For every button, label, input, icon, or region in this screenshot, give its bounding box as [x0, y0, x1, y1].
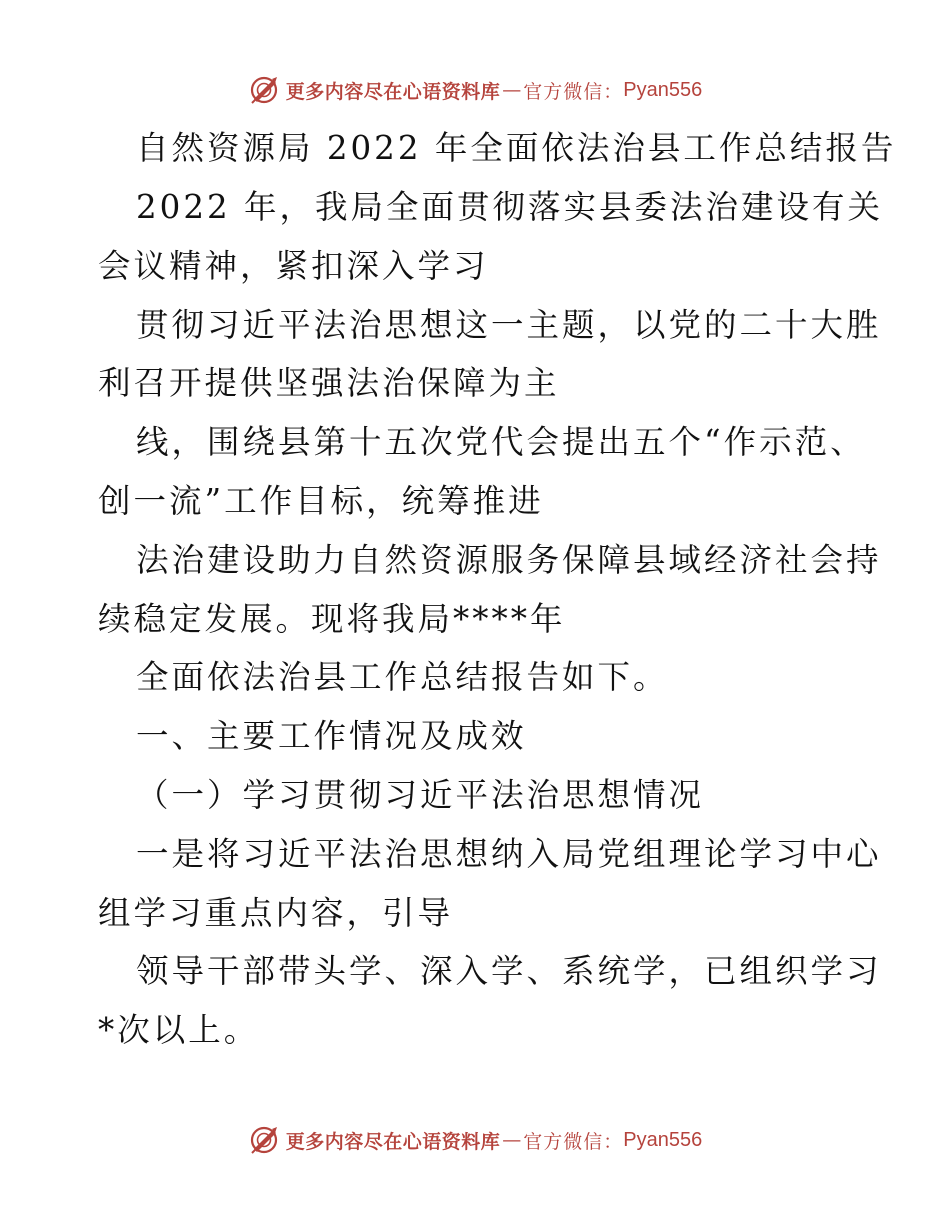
logo-icon: [248, 73, 282, 107]
paragraph-line: 创一流”工作目标，统筹推进: [98, 482, 544, 520]
paragraph-line: 全面依法治县工作总结报告如下。: [136, 658, 669, 696]
paragraph-line: 法治建设助力自然资源服务保障县域经济社会持: [136, 541, 882, 579]
watermark-separator: —: [502, 79, 522, 101]
section-heading: 一、主要工作情况及成效: [136, 717, 527, 755]
footer-watermark: [0, 1120, 950, 1160]
paragraph-line: 组学习重点内容，引导: [98, 894, 454, 932]
logo-icon: [248, 1123, 282, 1157]
paragraph-line: 贯彻习近平法治思想这一主题，以党的二十大胜: [136, 306, 882, 344]
document-title: 自然资源局 2022 年全面依法治县工作总结报告: [136, 129, 897, 167]
paragraph-line: 线，围绕县第十五次党代会提出五个“作示范、: [136, 423, 866, 461]
paragraph-line: 续稳定发展。现将我局****年: [98, 600, 566, 638]
watermark-wechat-id: Pyan556: [623, 1128, 703, 1151]
watermark-wechat-label: 官方微信：: [523, 80, 624, 103]
watermark-site-name: 更多内容尽在心语资料库: [285, 80, 501, 103]
subsection-heading: （一）学习贯彻习近平法治思想情况: [136, 776, 705, 814]
paragraph-line: 会议精神，紧扣深入学习: [98, 247, 489, 285]
watermark-wechat-id: Pyan556: [623, 78, 703, 101]
watermark-site-name: 更多内容尽在心语资料库: [285, 1130, 501, 1153]
paragraph-line: 2022 年，我局全面贯彻落实县委法治建设有关: [136, 188, 884, 226]
paragraph-line: 领导干部带头学、深入学、系统学，已组织学习: [136, 952, 882, 990]
header-watermark: [0, 70, 950, 110]
watermark-separator: —: [502, 1129, 522, 1151]
paragraph-line: *次以上。: [98, 1011, 260, 1049]
watermark-wechat-label: 官方微信：: [523, 1130, 624, 1153]
paragraph-line: 利召开提供坚强法治保障为主: [98, 364, 560, 402]
paragraph-line: 一是将习近平法治思想纳入局党组理论学习中心: [136, 835, 882, 873]
